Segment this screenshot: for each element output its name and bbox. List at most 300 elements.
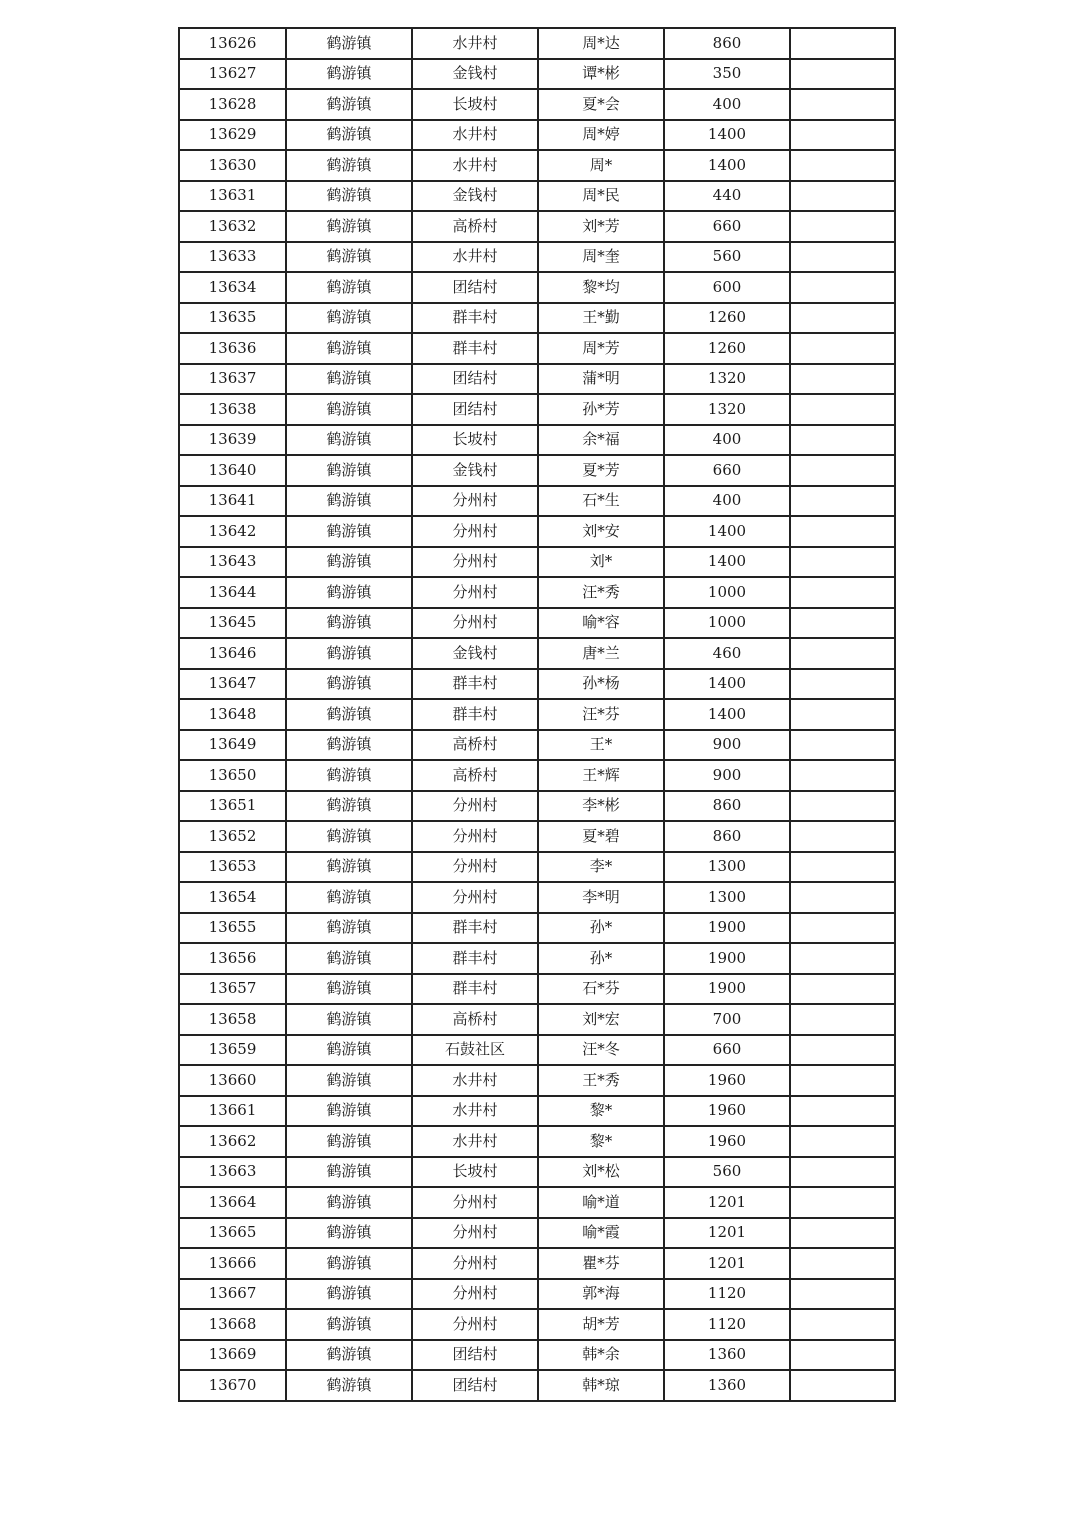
cell-person-name: 汪*秀 xyxy=(538,577,664,608)
cell-person-name: 石*生 xyxy=(538,486,664,517)
cell-village: 分州村 xyxy=(412,1187,538,1218)
cell-serial-number: 13659 xyxy=(179,1035,286,1066)
cell-village: 长坡村 xyxy=(412,425,538,456)
cell-town: 鹤游镇 xyxy=(286,943,412,974)
cell-note xyxy=(790,821,895,852)
cell-serial-number: 13638 xyxy=(179,394,286,425)
cell-person-name: 周*民 xyxy=(538,181,664,212)
cell-village: 长坡村 xyxy=(412,1157,538,1188)
cell-village: 分州村 xyxy=(412,577,538,608)
cell-amount: 900 xyxy=(664,730,790,761)
cell-note xyxy=(790,913,895,944)
cell-amount: 1960 xyxy=(664,1096,790,1127)
cell-note xyxy=(790,242,895,273)
cell-village: 石鼓社区 xyxy=(412,1035,538,1066)
cell-town: 鹤游镇 xyxy=(286,364,412,395)
cell-person-name: 喻*道 xyxy=(538,1187,664,1218)
cell-village: 分州村 xyxy=(412,516,538,547)
cell-town: 鹤游镇 xyxy=(286,1309,412,1340)
cell-note xyxy=(790,1218,895,1249)
cell-town: 鹤游镇 xyxy=(286,638,412,669)
cell-amount: 700 xyxy=(664,1004,790,1035)
cell-village: 团结村 xyxy=(412,394,538,425)
table-row xyxy=(179,943,895,974)
cell-amount: 600 xyxy=(664,272,790,303)
table-row xyxy=(179,394,895,425)
cell-town: 鹤游镇 xyxy=(286,455,412,486)
cell-serial-number: 13637 xyxy=(179,364,286,395)
cell-amount: 660 xyxy=(664,1035,790,1066)
cell-amount: 1360 xyxy=(664,1340,790,1371)
cell-amount: 1201 xyxy=(664,1218,790,1249)
cell-person-name: 黎* xyxy=(538,1096,664,1127)
cell-person-name: 李*明 xyxy=(538,882,664,913)
cell-note xyxy=(790,882,895,913)
cell-town: 鹤游镇 xyxy=(286,882,412,913)
cell-serial-number: 13647 xyxy=(179,669,286,700)
cell-town: 鹤游镇 xyxy=(286,394,412,425)
cell-village: 水井村 xyxy=(412,1096,538,1127)
cell-amount: 1260 xyxy=(664,333,790,364)
cell-person-name: 孙* xyxy=(538,913,664,944)
cell-person-name: 夏*碧 xyxy=(538,821,664,852)
cell-town: 鹤游镇 xyxy=(286,333,412,364)
cell-town: 鹤游镇 xyxy=(286,760,412,791)
table-row xyxy=(179,791,895,822)
cell-village: 水井村 xyxy=(412,242,538,273)
cell-village: 水井村 xyxy=(412,120,538,151)
cell-village: 群丰村 xyxy=(412,303,538,334)
cell-town: 鹤游镇 xyxy=(286,1126,412,1157)
cell-village: 团结村 xyxy=(412,1370,538,1401)
table-row xyxy=(179,913,895,944)
table-row xyxy=(179,821,895,852)
cell-note xyxy=(790,547,895,578)
cell-village: 高桥村 xyxy=(412,211,538,242)
cell-village: 水井村 xyxy=(412,1126,538,1157)
cell-amount: 1400 xyxy=(664,150,790,181)
cell-note xyxy=(790,272,895,303)
cell-serial-number: 13634 xyxy=(179,272,286,303)
cell-note xyxy=(790,1065,895,1096)
cell-amount: 1300 xyxy=(664,852,790,883)
cell-note xyxy=(790,1035,895,1066)
cell-serial-number: 13669 xyxy=(179,1340,286,1371)
cell-village: 金钱村 xyxy=(412,181,538,212)
cell-serial-number: 13631 xyxy=(179,181,286,212)
cell-note xyxy=(790,516,895,547)
table-row xyxy=(179,577,895,608)
cell-village: 高桥村 xyxy=(412,730,538,761)
cell-amount: 1900 xyxy=(664,974,790,1005)
cell-village: 分州村 xyxy=(412,1309,538,1340)
cell-amount: 460 xyxy=(664,638,790,669)
document-page xyxy=(178,27,894,1402)
table-row xyxy=(179,364,895,395)
cell-note xyxy=(790,974,895,1005)
cell-note xyxy=(790,577,895,608)
cell-village: 金钱村 xyxy=(412,455,538,486)
cell-serial-number: 13629 xyxy=(179,120,286,151)
cell-serial-number: 13664 xyxy=(179,1187,286,1218)
cell-serial-number: 13646 xyxy=(179,638,286,669)
cell-town: 鹤游镇 xyxy=(286,1370,412,1401)
cell-person-name: 蒲*明 xyxy=(538,364,664,395)
cell-amount: 400 xyxy=(664,425,790,456)
cell-note xyxy=(790,1248,895,1279)
table-row xyxy=(179,242,895,273)
cell-serial-number: 13665 xyxy=(179,1218,286,1249)
cell-village: 金钱村 xyxy=(412,59,538,90)
table-row xyxy=(179,1004,895,1035)
cell-note xyxy=(790,89,895,120)
cell-village: 群丰村 xyxy=(412,669,538,700)
cell-serial-number: 13649 xyxy=(179,730,286,761)
cell-village: 分州村 xyxy=(412,1279,538,1310)
cell-serial-number: 13628 xyxy=(179,89,286,120)
cell-town: 鹤游镇 xyxy=(286,791,412,822)
cell-note xyxy=(790,1096,895,1127)
table-row xyxy=(179,699,895,730)
table-row xyxy=(179,547,895,578)
cell-serial-number: 13635 xyxy=(179,303,286,334)
table-row xyxy=(179,638,895,669)
cell-town: 鹤游镇 xyxy=(286,913,412,944)
cell-note xyxy=(790,699,895,730)
cell-serial-number: 13662 xyxy=(179,1126,286,1157)
table-row xyxy=(179,89,895,120)
cell-serial-number: 13654 xyxy=(179,882,286,913)
cell-town: 鹤游镇 xyxy=(286,181,412,212)
cell-amount: 1400 xyxy=(664,669,790,700)
cell-person-name: 韩*琼 xyxy=(538,1370,664,1401)
cell-note xyxy=(790,1004,895,1035)
cell-village: 分州村 xyxy=(412,547,538,578)
cell-amount: 660 xyxy=(664,211,790,242)
cell-serial-number: 13663 xyxy=(179,1157,286,1188)
cell-person-name: 韩*余 xyxy=(538,1340,664,1371)
cell-note xyxy=(790,1157,895,1188)
cell-amount: 1900 xyxy=(664,913,790,944)
cell-serial-number: 13670 xyxy=(179,1370,286,1401)
cell-person-name: 孙*芳 xyxy=(538,394,664,425)
table-row xyxy=(179,120,895,151)
cell-village: 群丰村 xyxy=(412,699,538,730)
cell-town: 鹤游镇 xyxy=(286,211,412,242)
cell-note xyxy=(790,943,895,974)
cell-village: 高桥村 xyxy=(412,1004,538,1035)
cell-note xyxy=(790,1187,895,1218)
cell-amount: 860 xyxy=(664,28,790,59)
cell-amount: 560 xyxy=(664,242,790,273)
cell-amount: 1960 xyxy=(664,1065,790,1096)
cell-village: 高桥村 xyxy=(412,760,538,791)
table-row xyxy=(179,1279,895,1310)
cell-person-name: 周* xyxy=(538,150,664,181)
cell-person-name: 夏*会 xyxy=(538,89,664,120)
table-row xyxy=(179,150,895,181)
cell-serial-number: 13661 xyxy=(179,1096,286,1127)
table-row xyxy=(179,455,895,486)
table-row xyxy=(179,1248,895,1279)
table-row xyxy=(179,272,895,303)
cell-person-name: 黎*均 xyxy=(538,272,664,303)
table-row xyxy=(179,1126,895,1157)
cell-serial-number: 13657 xyxy=(179,974,286,1005)
cell-town: 鹤游镇 xyxy=(286,242,412,273)
cell-amount: 860 xyxy=(664,791,790,822)
table-row xyxy=(179,181,895,212)
cell-amount: 1000 xyxy=(664,577,790,608)
table-row xyxy=(179,1157,895,1188)
cell-serial-number: 13652 xyxy=(179,821,286,852)
cell-town: 鹤游镇 xyxy=(286,1279,412,1310)
cell-person-name: 王*辉 xyxy=(538,760,664,791)
cell-serial-number: 13668 xyxy=(179,1309,286,1340)
cell-town: 鹤游镇 xyxy=(286,608,412,639)
cell-amount: 900 xyxy=(664,760,790,791)
cell-village: 群丰村 xyxy=(412,943,538,974)
cell-person-name: 孙*杨 xyxy=(538,669,664,700)
cell-village: 长坡村 xyxy=(412,89,538,120)
table-row xyxy=(179,608,895,639)
cell-amount: 1320 xyxy=(664,394,790,425)
cell-serial-number: 13650 xyxy=(179,760,286,791)
cell-note xyxy=(790,59,895,90)
cell-town: 鹤游镇 xyxy=(286,1065,412,1096)
cell-person-name: 周*奎 xyxy=(538,242,664,273)
cell-person-name: 唐*兰 xyxy=(538,638,664,669)
cell-town: 鹤游镇 xyxy=(286,1004,412,1035)
cell-village: 分州村 xyxy=(412,608,538,639)
cell-town: 鹤游镇 xyxy=(286,1340,412,1371)
cell-note xyxy=(790,28,895,59)
cell-note xyxy=(790,1126,895,1157)
cell-person-name: 夏*芳 xyxy=(538,455,664,486)
roster-table xyxy=(178,27,896,1402)
cell-amount: 350 xyxy=(664,59,790,90)
cell-note xyxy=(790,333,895,364)
table-row xyxy=(179,760,895,791)
cell-person-name: 周*婷 xyxy=(538,120,664,151)
cell-note xyxy=(790,638,895,669)
cell-village: 分州村 xyxy=(412,852,538,883)
cell-village: 团结村 xyxy=(412,272,538,303)
cell-village: 水井村 xyxy=(412,1065,538,1096)
cell-serial-number: 13639 xyxy=(179,425,286,456)
cell-person-name: 汪*芬 xyxy=(538,699,664,730)
cell-amount: 860 xyxy=(664,821,790,852)
cell-note xyxy=(790,364,895,395)
cell-person-name: 胡*芳 xyxy=(538,1309,664,1340)
cell-serial-number: 13651 xyxy=(179,791,286,822)
cell-town: 鹤游镇 xyxy=(286,1035,412,1066)
cell-note xyxy=(790,852,895,883)
cell-village: 分州村 xyxy=(412,1218,538,1249)
cell-serial-number: 13658 xyxy=(179,1004,286,1035)
cell-amount: 1320 xyxy=(664,364,790,395)
cell-village: 分州村 xyxy=(412,486,538,517)
cell-note xyxy=(790,181,895,212)
cell-town: 鹤游镇 xyxy=(286,486,412,517)
table-row xyxy=(179,1218,895,1249)
cell-town: 鹤游镇 xyxy=(286,425,412,456)
cell-amount: 1360 xyxy=(664,1370,790,1401)
cell-note xyxy=(790,1309,895,1340)
cell-amount: 1120 xyxy=(664,1309,790,1340)
cell-note xyxy=(790,303,895,334)
cell-person-name: 周*芳 xyxy=(538,333,664,364)
cell-serial-number: 13656 xyxy=(179,943,286,974)
cell-person-name: 刘*宏 xyxy=(538,1004,664,1035)
cell-amount: 1000 xyxy=(664,608,790,639)
cell-person-name: 王*勤 xyxy=(538,303,664,334)
cell-amount: 440 xyxy=(664,181,790,212)
table-row xyxy=(179,852,895,883)
cell-amount: 560 xyxy=(664,1157,790,1188)
cell-amount: 1400 xyxy=(664,120,790,151)
cell-serial-number: 13633 xyxy=(179,242,286,273)
cell-person-name: 李*彬 xyxy=(538,791,664,822)
cell-town: 鹤游镇 xyxy=(286,852,412,883)
table-row xyxy=(179,974,895,1005)
cell-note xyxy=(790,1279,895,1310)
cell-person-name: 孙* xyxy=(538,943,664,974)
cell-serial-number: 13644 xyxy=(179,577,286,608)
cell-town: 鹤游镇 xyxy=(286,821,412,852)
cell-person-name: 王* xyxy=(538,730,664,761)
table-row xyxy=(179,730,895,761)
table-row xyxy=(179,1309,895,1340)
cell-amount: 1260 xyxy=(664,303,790,334)
table-row xyxy=(179,486,895,517)
cell-town: 鹤游镇 xyxy=(286,974,412,1005)
cell-person-name: 刘*松 xyxy=(538,1157,664,1188)
cell-village: 分州村 xyxy=(412,1248,538,1279)
cell-village: 分州村 xyxy=(412,821,538,852)
cell-person-name: 李* xyxy=(538,852,664,883)
cell-amount: 1960 xyxy=(664,1126,790,1157)
cell-person-name: 刘*芳 xyxy=(538,211,664,242)
cell-serial-number: 13667 xyxy=(179,1279,286,1310)
cell-person-name: 刘* xyxy=(538,547,664,578)
cell-note xyxy=(790,760,895,791)
cell-village: 分州村 xyxy=(412,791,538,822)
cell-serial-number: 13640 xyxy=(179,455,286,486)
cell-serial-number: 13645 xyxy=(179,608,286,639)
cell-village: 群丰村 xyxy=(412,913,538,944)
cell-town: 鹤游镇 xyxy=(286,516,412,547)
cell-person-name: 瞿*芬 xyxy=(538,1248,664,1279)
cell-amount: 400 xyxy=(664,486,790,517)
cell-amount: 1120 xyxy=(664,1279,790,1310)
cell-town: 鹤游镇 xyxy=(286,730,412,761)
table-row xyxy=(179,333,895,364)
cell-note xyxy=(790,669,895,700)
cell-town: 鹤游镇 xyxy=(286,28,412,59)
table-row xyxy=(179,882,895,913)
cell-town: 鹤游镇 xyxy=(286,303,412,334)
cell-person-name: 喻*霞 xyxy=(538,1218,664,1249)
cell-town: 鹤游镇 xyxy=(286,120,412,151)
cell-town: 鹤游镇 xyxy=(286,59,412,90)
cell-town: 鹤游镇 xyxy=(286,577,412,608)
table-row xyxy=(179,1065,895,1096)
cell-serial-number: 13626 xyxy=(179,28,286,59)
cell-village: 群丰村 xyxy=(412,333,538,364)
cell-town: 鹤游镇 xyxy=(286,547,412,578)
cell-village: 分州村 xyxy=(412,882,538,913)
cell-amount: 1400 xyxy=(664,547,790,578)
cell-town: 鹤游镇 xyxy=(286,150,412,181)
table-row xyxy=(179,516,895,547)
cell-village: 水井村 xyxy=(412,150,538,181)
cell-amount: 400 xyxy=(664,89,790,120)
cell-note xyxy=(790,455,895,486)
table-row xyxy=(179,59,895,90)
cell-town: 鹤游镇 xyxy=(286,272,412,303)
cell-serial-number: 13630 xyxy=(179,150,286,181)
cell-note xyxy=(790,486,895,517)
cell-serial-number: 13641 xyxy=(179,486,286,517)
cell-amount: 1201 xyxy=(664,1248,790,1279)
cell-serial-number: 13655 xyxy=(179,913,286,944)
cell-person-name: 喻*容 xyxy=(538,608,664,639)
cell-amount: 1400 xyxy=(664,516,790,547)
cell-village: 团结村 xyxy=(412,1340,538,1371)
cell-town: 鹤游镇 xyxy=(286,669,412,700)
cell-amount: 1201 xyxy=(664,1187,790,1218)
table-row xyxy=(179,669,895,700)
cell-village: 水井村 xyxy=(412,28,538,59)
cell-note xyxy=(790,1340,895,1371)
cell-person-name: 黎* xyxy=(538,1126,664,1157)
table-row xyxy=(179,1035,895,1066)
table-row xyxy=(179,1340,895,1371)
cell-town: 鹤游镇 xyxy=(286,1248,412,1279)
cell-serial-number: 13653 xyxy=(179,852,286,883)
cell-serial-number: 13627 xyxy=(179,59,286,90)
cell-person-name: 谭*彬 xyxy=(538,59,664,90)
cell-note xyxy=(790,608,895,639)
cell-town: 鹤游镇 xyxy=(286,699,412,730)
table-row xyxy=(179,425,895,456)
cell-amount: 1300 xyxy=(664,882,790,913)
cell-serial-number: 13642 xyxy=(179,516,286,547)
cell-note xyxy=(790,791,895,822)
table-row xyxy=(179,211,895,242)
table-row xyxy=(179,303,895,334)
cell-town: 鹤游镇 xyxy=(286,89,412,120)
cell-town: 鹤游镇 xyxy=(286,1187,412,1218)
cell-serial-number: 13648 xyxy=(179,699,286,730)
cell-village: 金钱村 xyxy=(412,638,538,669)
cell-town: 鹤游镇 xyxy=(286,1096,412,1127)
cell-amount: 1900 xyxy=(664,943,790,974)
table-row xyxy=(179,1096,895,1127)
table-row xyxy=(179,1370,895,1401)
cell-note xyxy=(790,394,895,425)
cell-person-name: 周*达 xyxy=(538,28,664,59)
table-row xyxy=(179,1187,895,1218)
cell-serial-number: 13636 xyxy=(179,333,286,364)
cell-serial-number: 13632 xyxy=(179,211,286,242)
cell-note xyxy=(790,1370,895,1401)
cell-note xyxy=(790,150,895,181)
cell-town: 鹤游镇 xyxy=(286,1218,412,1249)
cell-serial-number: 13660 xyxy=(179,1065,286,1096)
roster-table-body xyxy=(179,28,895,1401)
